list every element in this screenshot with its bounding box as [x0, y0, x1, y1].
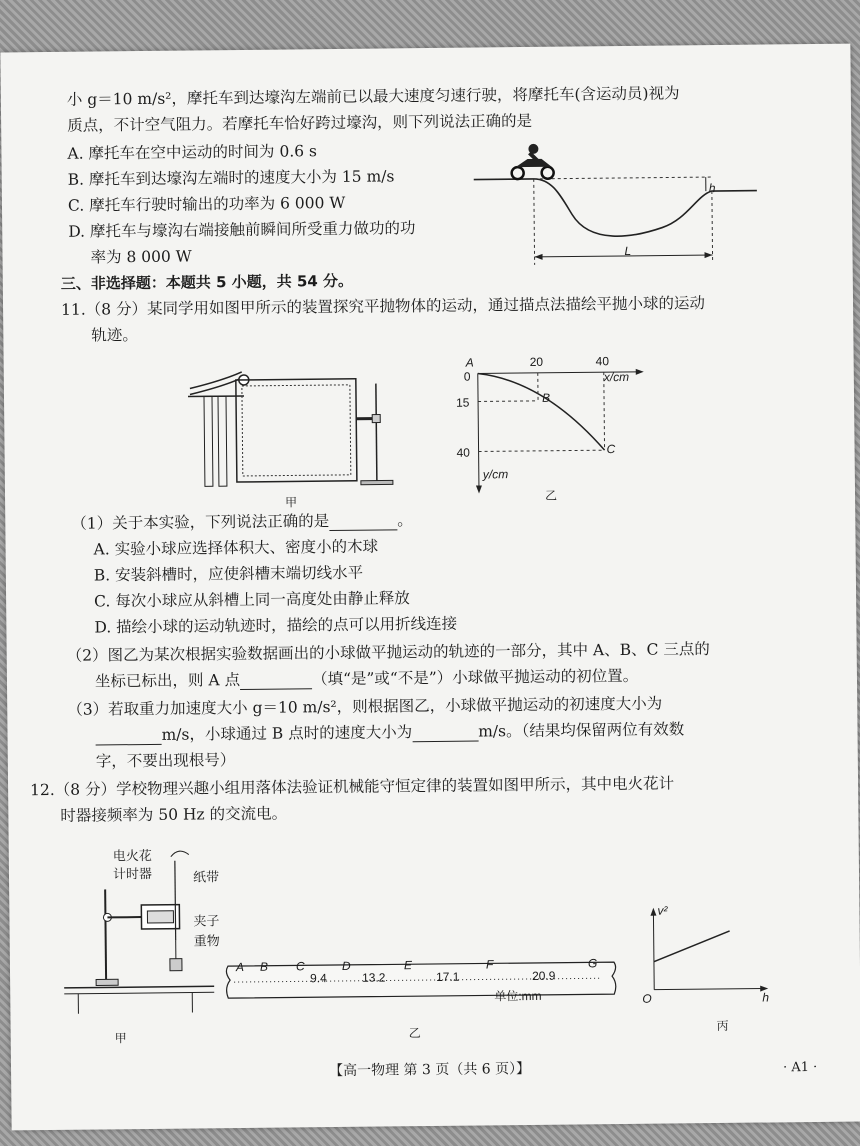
q10-option-c: C. 摩托车行驶时输出的功率为 6 000 W	[67, 193, 346, 215]
q11-part2-line1: （2）图乙为某次根据实验数据画出的小球做平抛运动的轨迹的一部分，其中 A、B、C 三点的	[66, 640, 710, 665]
q11-option-c: C. 每次小球应从斜槽上同一高度处由静止释放	[94, 589, 410, 611]
origin-label: O	[642, 991, 652, 1006]
q11-part2-answer-blank[interactable]	[240, 688, 312, 690]
x-tick-20: 20	[529, 354, 544, 369]
tape-value-de: 13.2	[362, 970, 386, 985]
q11-option-d: D. 描绘小球的运动轨迹时，描绘的点可以用折线连接	[94, 614, 458, 637]
h-axis-label: h	[762, 990, 770, 1005]
tape-point-b: B	[259, 959, 269, 974]
tape-value-ef: 17.1	[436, 969, 460, 984]
q10-option-d-cont: 率为 8 000 W	[90, 247, 192, 267]
q11-stem-line1: 11.（8 分）某同学用如图甲所示的装置探究平抛物体的运动，通过描点法描绘平抛小球的运动	[60, 294, 706, 319]
q11-part1-answer-blank[interactable]	[329, 529, 397, 531]
tape-value-fg: 20.9	[532, 968, 556, 983]
timer-label-1: 电火花	[112, 847, 152, 864]
q10-option-d: D. 摩托车与壕沟右端接触前瞬间所受重力做功的功	[68, 219, 416, 241]
point-c-label: C	[606, 442, 616, 457]
exam-page	[0, 44, 860, 1131]
tape-point-c: C	[295, 959, 305, 974]
section-3-heading: 三、非选择题：本题共 5 小题，共 54 分。	[60, 271, 354, 293]
trajectory-graph	[443, 346, 665, 498]
tape-point-g: G	[587, 956, 598, 971]
tape-point-d: D	[341, 958, 351, 973]
q11-part2-line2: 坐标已标出，则 A 点 （填“是”或“不是”）小球做平抛运动的初位置。	[94, 666, 639, 691]
point-a-label: A	[465, 355, 474, 370]
clip-label: 夹子	[193, 913, 220, 929]
fig-jia-label-q12: 甲	[114, 1031, 127, 1046]
point-b-label: B	[541, 390, 551, 405]
fig-jia-label-q11: 甲	[285, 495, 298, 510]
q10-option-b: B. 摩托车到达壕沟左端时的速度大小为 15 m/s	[67, 167, 395, 189]
q11-option-b: B. 安装斜槽时，应使斜槽末端切线水平	[93, 563, 364, 585]
q11-part3-answer-blank-1[interactable]	[96, 744, 162, 746]
q11-part3-line3: 字，不要出现根号）	[95, 751, 236, 771]
projectile-apparatus-figure	[184, 348, 415, 490]
motorcycle-icon	[511, 144, 553, 179]
tape-point-e: E	[403, 958, 413, 973]
q11-part3-line2: m/s，小球通过 B 点时的速度大小为 m/s。（结果均保留两位有效数	[95, 719, 684, 745]
y-tick-40: 40	[456, 445, 471, 460]
q10-stem-line1: 小 g＝10 m/s²，摩托车到达壕沟左端前已以最大速度匀速行驶，将摩托车(含运动员)视为	[66, 84, 680, 109]
q11-part3-line1: （3）若取重力加速度大小 g＝10 m/s²，则根据图乙，小球做平抛运动的初速度大小为	[67, 694, 663, 719]
fig-yi-label-q11: 乙	[544, 488, 558, 503]
x-tick-40: 40	[595, 354, 610, 369]
tape-label: 纸带	[192, 869, 220, 885]
q12-stem-line1: 12.（8 分）学校物理兴趣小组用落体法验证机械能守恒定律的装置如图甲所示，其中电火花计	[30, 774, 675, 800]
tape-value-cd: 9.4	[310, 971, 327, 986]
q11-part3-answer-blank-2[interactable]	[412, 741, 478, 743]
q12-stem-line2: 时器接频率为 50 Hz 的交流电。	[60, 804, 288, 825]
q11-option-a: A. 实验小球应选择体积大、密度小的木球	[93, 537, 379, 559]
v2-h-graph	[639, 904, 770, 997]
x-tick-0: 0	[463, 369, 471, 384]
q10-stem-line2: 质点，不计空气阻力。若摩托车恰好跨过壕沟，则下列说法正确的是	[67, 111, 533, 135]
height-label: h	[708, 180, 716, 196]
x-axis-label: x/cm	[603, 369, 630, 385]
fig-yi-label-q12: 乙	[408, 1026, 421, 1041]
q11-stem-line2: 轨迹。	[91, 326, 138, 345]
q10-option-a: A. 摩托车在空中运动的时间为 0.6 s	[67, 142, 318, 163]
fig-bing-label: 丙	[716, 1018, 729, 1034]
paper-tape-figure	[222, 954, 623, 1014]
timer-label-2: 计时器	[112, 865, 153, 882]
length-label: L	[624, 243, 632, 258]
q11-part1: （1）关于本实验，下列说法正确的是 。	[71, 511, 413, 533]
page-footer: 【高一物理 第 3 页（共 6 页）】	[328, 1060, 531, 1080]
tape-point-f: F	[485, 957, 494, 972]
tape-unit: 单位:mm	[494, 988, 542, 1004]
weight-label: 重物	[193, 933, 220, 949]
tape-point-a: A	[235, 959, 245, 975]
y-axis-label: y/cm	[482, 467, 509, 482]
motorcycle-ditch-figure	[471, 133, 762, 271]
v2-axis-label: v²	[657, 903, 668, 918]
paper-code: · A1 ·	[782, 1059, 818, 1076]
y-tick-15: 15	[455, 395, 470, 410]
